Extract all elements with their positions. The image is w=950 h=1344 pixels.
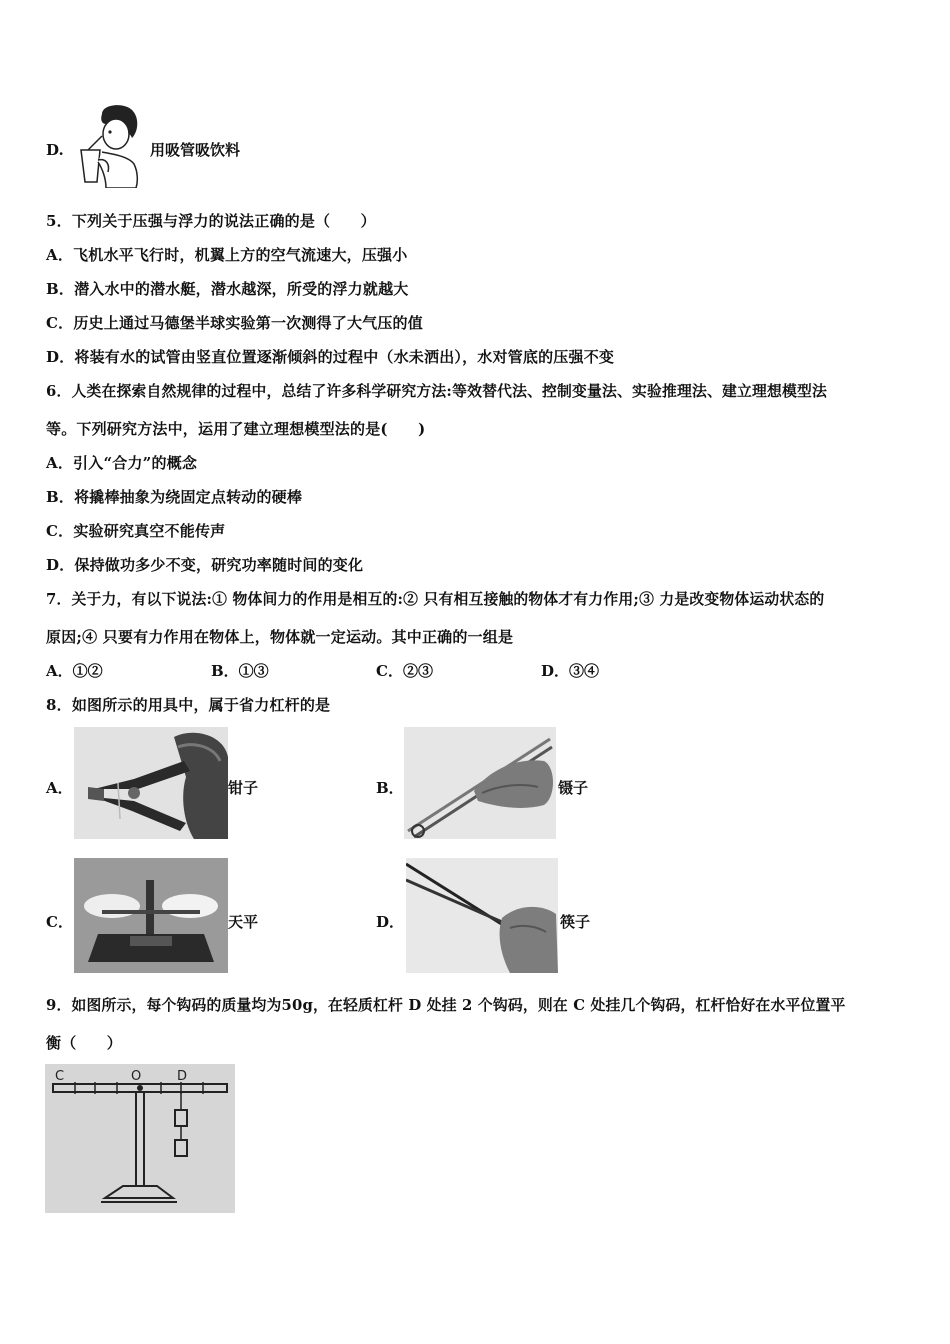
lever-label-c: C — [55, 1069, 65, 1084]
q7-option-c: C．②③ — [376, 662, 433, 680]
tweezers-photo-icon — [404, 727, 556, 839]
q7-stem-line2: 原因;④ 只要有力作用在物体上，物体就一定运动。其中正确的一组是 — [46, 628, 514, 646]
q6-stem-line2: 等。下列研究方法中，运用了建立理想模型法的是( ) — [46, 420, 426, 438]
chopsticks-photo-icon — [406, 858, 558, 973]
q8-option-d-letter: D． — [376, 913, 405, 931]
q8-option-b-caption: 镊子 — [558, 779, 589, 797]
q6-option-a: A．引入“合力”的概念 — [46, 454, 198, 472]
q7-stem-line1: 7．关于力，有以下说法:① 物体间力的作用是相互的:② 只有相互接触的物体才有力作用;③ 力是改变物体运动状态的 — [46, 591, 825, 608]
q5-option-a: A．飞机水平飞行时，机翼上方的空气流速大，压强小 — [46, 246, 408, 264]
q8-option-d-caption: 筷子 — [560, 913, 591, 931]
balance-scale-photo-icon — [74, 858, 228, 973]
pliers-photo-icon — [74, 727, 228, 839]
q7-option-a: A．①② — [46, 662, 103, 680]
lever-label-d: D — [177, 1069, 188, 1084]
q8-option-b-letter: B． — [376, 779, 404, 797]
lever-diagram-icon — [45, 1064, 235, 1213]
q7-option-b: B．①③ — [211, 662, 269, 680]
q6-option-b: B．将撬棒抽象为绕固定点转动的硬棒 — [46, 488, 303, 506]
q6-option-c: C．实验研究真空不能传声 — [46, 522, 226, 540]
q4-option-d-letter: D. — [46, 141, 64, 159]
q5-option-d: D．将装有水的试管由竖直位置逐渐倾斜的过程中（水未洒出），水对管底的压强不变 — [46, 348, 615, 366]
person-drinking-straw-icon — [72, 102, 144, 188]
q9-stem-line1: 9．如图所示，每个钩码的质量均为50g，在轻质杠杆 D 处挂 2 个钩码，则在 C 处挂几个钩码，杠杆恰好在水平位置平 — [46, 997, 846, 1014]
q6-stem-line1: 6．人类在探索自然规律的过程中，总结了许多科学研究方法:等效替代法、控制变量法、实验推理法、建立理想模型法 — [46, 383, 828, 400]
q5-option-b: B．潜入水中的潜水艇，潜水越深，所受的浮力就越大 — [46, 280, 409, 298]
q5-stem: 5．下列关于压强与浮力的说法正确的是（ ） — [46, 212, 376, 230]
q4-option-d-text: 用吸管吸饮料 — [150, 141, 241, 159]
q5-option-c: C．历史上通过马德堡半球实验第一次测得了大气压的值 — [46, 314, 423, 332]
q8-stem: 8．如图所示的用具中，属于省力杠杆的是 — [46, 696, 331, 714]
q8-option-a-caption: 钳子 — [228, 779, 259, 797]
q9-stem-line2: 衡（ ） — [46, 1034, 123, 1052]
q8-option-c-caption: 天平 — [228, 913, 259, 931]
q8-option-c-letter: C． — [46, 913, 73, 931]
lever-label-o: O — [131, 1069, 142, 1084]
q6-option-d: D．保持做功多少不变，研究功率随时间的变化 — [46, 556, 364, 574]
q7-option-d: D．③④ — [541, 662, 600, 680]
q8-option-a-letter: A． — [46, 779, 73, 797]
